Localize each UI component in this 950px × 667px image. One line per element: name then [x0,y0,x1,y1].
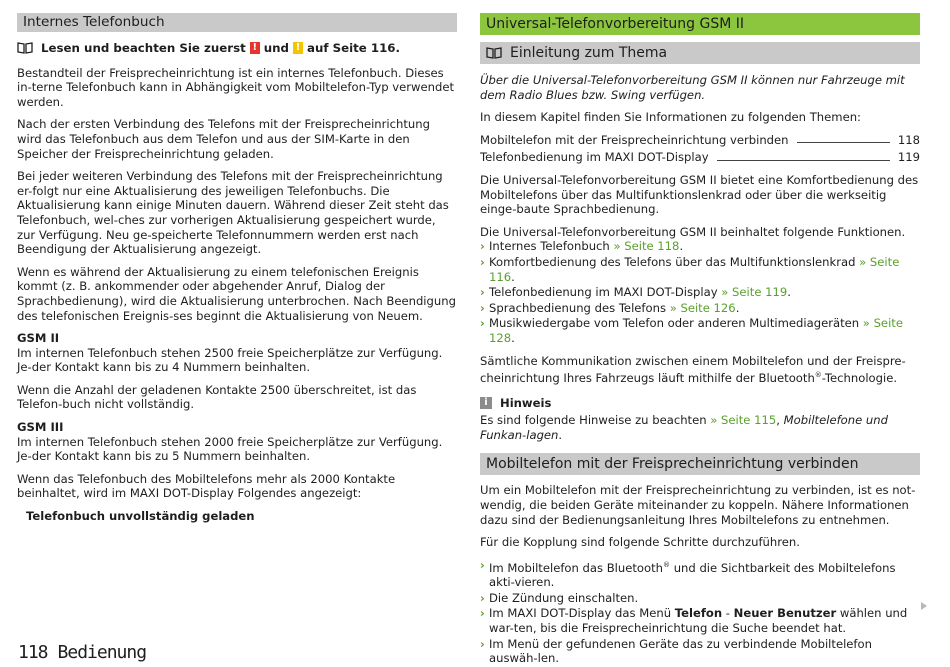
left-column [17,13,457,524]
list-item [480,285,920,300]
list-item [480,255,920,284]
text: - [722,606,734,621]
gsm2-heading: GSM II [17,331,60,346]
functions-intro: Die Universal-Telefonvorbereitung GSM II beinhaltet folgende Funktionen. [480,224,906,239]
list-item [480,637,920,666]
steps-list [480,558,920,666]
registered-mark: ® [814,371,822,380]
text: Im Mobiltelefon das Bluetooth [489,560,664,575]
section-title: Bedienung [57,642,147,663]
page-link[interactable]: » Seite 128 [489,316,903,345]
list-item [480,316,920,345]
text: wählen und war-ten, bis die Freisprecheinrichtung die Suche beendet hat. [489,606,908,635]
chevron-right-icon: › [480,316,485,331]
read-first-notice [17,41,457,56]
right-column [480,13,920,667]
page-link[interactable]: » Seite 115 [710,413,777,428]
paragraph: Bestandteil der Freisprecheinrichtung ist ein internes Telefonbuch. Dieses in-terne Telefonbuch kann in Abhängigkeit vom Mobiltelefon-Typ verwendet werden. [17,65,455,109]
chevron-right-icon: › [480,254,485,269]
period: . [787,285,791,300]
chevron-right-icon: › [480,300,485,315]
section-heading-internes-telefonbuch: Internes Telefonbuch [17,13,457,32]
list-item-text: Musikwiedergabe vom Telefon oder anderen Multimediageräten [489,316,860,331]
list-item [480,301,920,316]
text: -Technologie. [821,370,898,385]
menu-name: Telefon [674,606,723,621]
toc-entry[interactable] [480,133,920,148]
page-link[interactable]: » Seite 126 [669,300,736,315]
gsm3-text-2: Wenn das Telefonbuch des Mobiltelefons mehr als 2000 Kontakte beinhaltet, wird im MAXI DOT-Display Folgendes angezeigt: [17,471,396,501]
text: Sämtliche Kommunikation zwischen einem Mobiltelefon und der Freispre-cheinrichtung Ihres Fahrzeugs läuft mithilfe der Bluetooth [480,353,906,385]
menu-name: Neuer Benutzer [733,606,837,621]
paragraph: Nach der ersten Verbindung des Telefons mit der Freisprecheinrichtung wird das Telefonbuch aus dem Telefon und aus der SIM-Karte in den Speicher der Freisprecheinrichtung geladen. [17,117,430,161]
note-title [480,396,920,411]
toc-leader [797,142,890,143]
list-item [480,606,920,635]
toc-label: Telefonbedienung im MAXI DOT-Display [480,150,709,165]
chevron-right-icon: › [480,557,485,572]
chevron-right-icon: › [480,239,485,254]
info-icon: i [480,397,492,409]
chevron-right-icon: › [480,285,485,300]
warning-red-icon: ! [250,42,260,54]
gsm3-text: Im internen Telefonbuch stehen 2000 freie Speicherplätze zur Verfügung. Je-der Kontakt kann bis zu 5 Nummern beinhalten. [17,434,443,464]
page-link[interactable]: » Seite 118 [613,239,680,254]
continue-arrow-icon [921,602,927,610]
page-footer [18,643,146,663]
chevron-right-icon: › [480,590,485,605]
toc-page: 119 [897,150,920,165]
period: . [735,300,740,315]
note-text: Es sind folgende Hinweise zu beachten » Seite 115, Mobiltelefone und Funkan-lagen. [480,413,888,442]
list-item-text: Komfortbedienung des Telefons über das Multifunktionslenkrad [489,254,856,269]
chevron-right-icon: › [480,636,485,651]
gsm3-heading: GSM III [17,420,64,435]
period: . [511,269,515,284]
intro-italic-text: Über die Universal-Telefonvorbereitung GSM II können nur Fahrzeuge mit dem Radio Blues bzw. Swing verfügen. [480,73,905,102]
list-item-text: Sprachbedienung des Telefons [489,300,666,315]
warning-yellow-icon: ! [293,42,303,54]
list-item-text: Internes Telefonbuch [489,239,610,254]
intro-heading [480,42,920,64]
registered-mark: ® [663,560,671,569]
paragraph: Wenn es während der Aktualisierung zu einem telefonischen Ereignis kommt (z. B. ankommender oder abgehender Anruf, Dialog der Sprachbedienung), wird die Aktualisierung unterbrochen. Nach Beendigung des telefonischen Ereignis-ses beginnt die Aktualisierung von Neuem. [17,264,456,323]
toc-page: 118 [897,132,920,147]
chapter-info: In diesem Kapitel finden Sie Informationen zu folgenden Themen: [480,110,861,125]
table-of-contents [480,133,920,165]
gsm2-text-2: Wenn die Anzahl der geladenen Kontakte 2500 überschreitet, ist das Telefon-buch nicht vollständig. [17,382,417,412]
paragraph: Bei jeder weiteren Verbindung des Telefons mit der Freisprecheinrichtung er-folgt nur eine Aktualisierung des jeweiligen Telefonbuchs. Die Aktualisierung kann einige Minuten dauern. Während dieser Zeit steht das Telefonbuch, wel-ches zur vorherigen Aktualisierung gespeichert wurde, zur Verfügung. Neu ge-speicherte Telefonnummern werden erst nach Beendigung der Aktualisierung angezeigt. [17,169,449,257]
list-item [480,591,920,606]
paragraph: Die Universal-Telefonvorbereitung GSM II bietet eine Komfortbedienung des Mobiltelefons über das Multifunktionslenkrad oder über die werkseitig einge-baute Sprachbedienung. [480,172,919,217]
gsm2-text: Im internen Telefonbuch stehen 2500 freie Speicherplätze zur Verfügung. Je-der Kontakt kann bis zu 4 Nummern beinhalten. [17,345,443,375]
note-label: Hinweis [500,395,552,410]
book-icon [486,47,502,59]
list-item [480,558,920,590]
book-icon [17,42,33,54]
period: . [679,239,684,254]
page-number: 118 [18,642,48,663]
section-heading-connect: Mobiltelefon mit der Freisprecheinrichtung verbinden [480,453,920,475]
period: . [511,330,515,345]
paragraph: Um ein Mobiltelefon mit der Freisprecheinrichtung zu verbinden, ist es not-wendig, die beiden Geräte miteinander zu koppeln. Nähere Informationen dazu sind der Bedienungsanleitung Ihres Mobiltelefons zu entnehmen. [480,483,916,527]
page-link[interactable]: » Seite 119 [721,285,788,300]
list-item-text: Die Zündung einschalten. [489,590,639,605]
italic-text: Mobiltelefone und Funkan-lagen [480,413,888,442]
text: Im MAXI DOT-Display das Menü [489,606,675,621]
bluetooth-paragraph [480,354,920,386]
list-item-text: Im Menü der gefundenen Geräte das zu verbindende Mobiltelefon auswäh-len. [489,636,872,666]
read-first-post: auf Seite 116. [306,41,400,55]
steps-intro: Für die Kopplung sind folgende Schritte durchzuführen. [480,535,800,550]
toc-leader [717,160,890,161]
functions-list [480,239,920,345]
text: Es sind folgende Hinweise zu beachten [480,413,707,428]
read-first-pre: Lesen und beachten Sie zuerst [41,41,246,55]
toc-entry[interactable] [480,150,920,165]
intro-heading-label: Einleitung zum Thema [510,44,668,61]
read-first-mid: und [263,41,289,55]
list-item-text: Telefonbedienung im MAXI DOT-Display [489,285,718,300]
text: und die Sichtbarkeit des Mobiltelefons akti-vieren. [489,560,896,590]
list-item [480,239,920,254]
page-link[interactable]: » Seite 116 [489,254,900,284]
chapter-heading: Universal-Telefonvorbereitung GSM II [480,13,920,35]
display-message: Telefonbuch unvollständig geladen [26,509,255,524]
toc-label: Mobiltelefon mit der Freisprecheinrichtung verbinden [480,132,789,147]
chevron-right-icon: › [480,606,485,621]
